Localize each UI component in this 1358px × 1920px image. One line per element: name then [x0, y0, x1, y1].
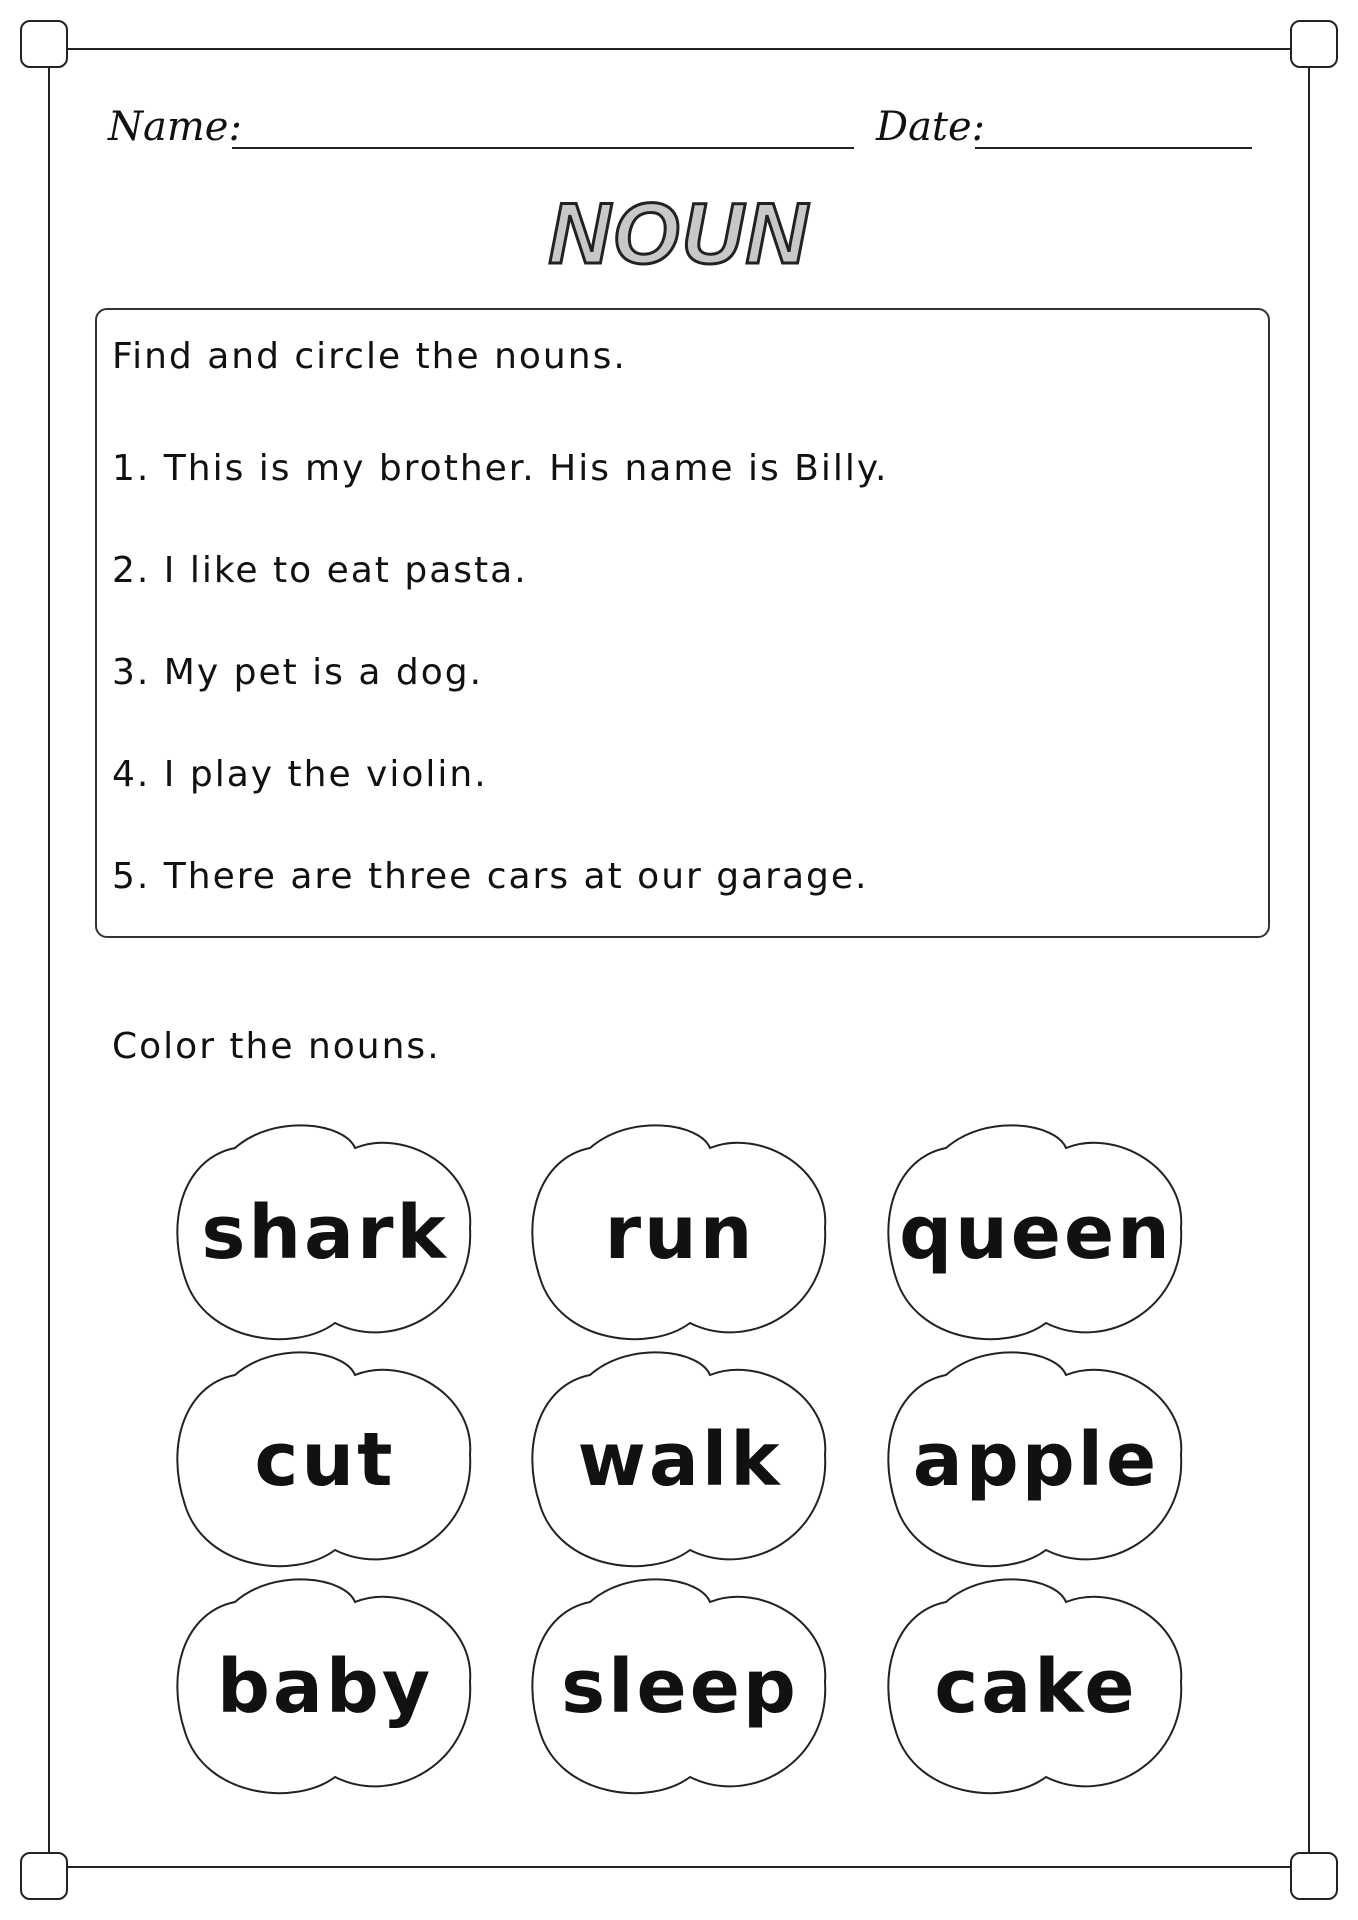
- word-bubble-sleep[interactable]: [530, 1572, 830, 1802]
- bubble-word: queen: [899, 1190, 1173, 1276]
- page-title: NOUN: [548, 186, 810, 282]
- sentence-3[interactable]: 3. My pet is a dog.: [112, 652, 484, 693]
- bubble-word: cut: [254, 1417, 396, 1503]
- sentence-5[interactable]: 5. There are three cars at our garage.: [112, 856, 869, 897]
- word-bubble-apple[interactable]: [886, 1345, 1186, 1575]
- color-nouns-instruction: Color the nouns.: [112, 1026, 441, 1067]
- corner-square-top-right: [1290, 20, 1338, 68]
- bubble-word: baby: [216, 1644, 434, 1730]
- date-field[interactable]: [975, 147, 1252, 149]
- sentence-1[interactable]: 1. This is my brother. His name is Billy.: [112, 448, 889, 489]
- sentence-4[interactable]: 4. I play the violin.: [112, 754, 488, 795]
- bubble-word: apple: [912, 1417, 1160, 1503]
- bubble-word: shark: [201, 1190, 449, 1276]
- word-bubble-run[interactable]: [530, 1118, 830, 1348]
- sentence-2[interactable]: 2. I like to eat pasta.: [112, 550, 528, 591]
- bubble-word: walk: [577, 1417, 783, 1503]
- name-label: Name:: [108, 104, 242, 150]
- word-bubble-baby[interactable]: [175, 1572, 475, 1802]
- bubble-word: cake: [934, 1644, 1138, 1730]
- word-bubble-queen[interactable]: [886, 1118, 1186, 1348]
- name-field[interactable]: [232, 147, 854, 149]
- circle-nouns-instruction: Find and circle the nouns.: [112, 336, 627, 377]
- word-bubble-walk[interactable]: [530, 1345, 830, 1575]
- circle-nouns-box: [95, 308, 1270, 938]
- word-bubble-cut[interactable]: [175, 1345, 475, 1575]
- word-bubble-shark[interactable]: [175, 1118, 475, 1348]
- bubble-word: sleep: [561, 1644, 799, 1730]
- word-bubble-cake[interactable]: [886, 1572, 1186, 1802]
- corner-square-top-left: [20, 20, 68, 68]
- corner-square-bottom-left: [20, 1852, 68, 1900]
- bubble-word: run: [604, 1190, 756, 1276]
- corner-square-bottom-right: [1290, 1852, 1338, 1900]
- date-label: Date:: [876, 104, 986, 150]
